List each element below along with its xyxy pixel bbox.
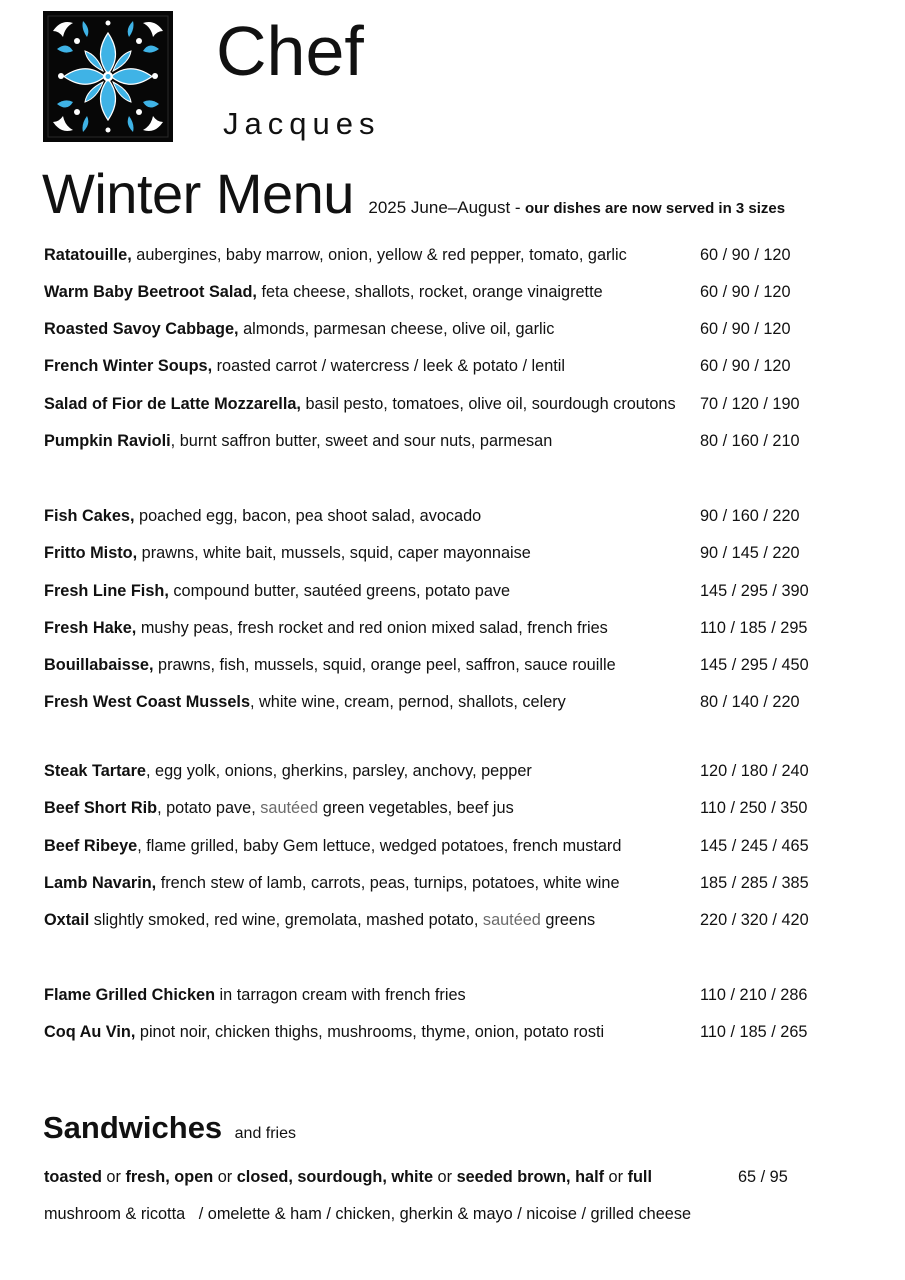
- menu-header: [42, 162, 785, 226]
- menu-item-name: Flame Grilled Chicken: [44, 986, 216, 1004]
- sandwich-option-connector: or: [213, 1168, 237, 1186]
- menu-item-description: in tarragon cream with french fries: [215, 986, 466, 1004]
- menu-item: [44, 760, 844, 782]
- menu-item: [44, 393, 844, 415]
- menu-item-price: 110 / 185 / 295: [700, 619, 808, 637]
- sandwich-option: fresh, open: [125, 1168, 214, 1186]
- menu-item: [44, 691, 844, 713]
- menu-item-description: roasted carrot / watercress / leek & potato / lentil: [212, 357, 566, 375]
- menu-item-description: green vegetables, beef jus: [318, 799, 514, 817]
- menu-item-name: Fresh Line Fish,: [44, 582, 169, 600]
- menu-item: [44, 617, 844, 639]
- menu-item-description: almonds, parmesan cheese, olive oil, garlic: [238, 320, 555, 338]
- menu-item-description: aubergines, baby marrow, onion, yellow & red pepper, tomato, garlic: [131, 246, 627, 264]
- menu-item-price: 60 / 90 / 120: [700, 283, 791, 301]
- menu-item-price: 110 / 185 / 265: [700, 1023, 808, 1041]
- sandwich-option-connector: or: [604, 1168, 628, 1186]
- menu-item-description-grey: sautéed: [260, 799, 319, 817]
- menu-item-description: slightly smoked, red wine, gremolata, mashed potato,: [89, 911, 483, 929]
- menu-item: [44, 318, 844, 340]
- menu-item-name: Coq Au Vin,: [44, 1023, 136, 1041]
- menu-item: [44, 355, 844, 377]
- menu-item-name: Fresh West Coast Mussels: [44, 693, 250, 711]
- menu-item-name: Lamb Navarin,: [44, 874, 157, 892]
- menu-item-description: , white wine, cream, pernod, shallots, celery: [250, 693, 566, 711]
- menu-item-price: 80 / 140 / 220: [700, 693, 800, 711]
- menu-item-name: Oxtail: [44, 911, 90, 929]
- menu-item-name: Roasted Savoy Cabbage,: [44, 320, 239, 338]
- menu-item-price: 110 / 210 / 286: [700, 986, 808, 1004]
- menu-title: Winter Menu: [42, 162, 354, 225]
- menu-item-description: pinot noir, chicken thighs, mushrooms, thyme, onion, potato rosti: [135, 1023, 605, 1041]
- menu-item-name: Steak Tartare: [44, 762, 146, 780]
- menu-item-price: 145 / 245 / 465: [700, 837, 809, 855]
- menu-item: [44, 909, 844, 931]
- sandwich-option-connector: or: [101, 1168, 126, 1186]
- brand-name-jacques: Jacques: [223, 106, 381, 141]
- menu-item: [44, 797, 844, 819]
- menu-item-description: feta cheese, shallots, rocket, orange vinaigrette: [256, 283, 603, 301]
- menu-item-price: 60 / 90 / 120: [700, 320, 791, 338]
- menu-item-description: prawns, fish, mussels, squid, orange peel, saffron, sauce rouille: [153, 656, 616, 674]
- menu-item-description: , flame grilled, baby Gem lettuce, wedged potatoes, french mustard: [137, 837, 622, 855]
- sandwich-price: 65 / 95: [738, 1168, 788, 1186]
- menu-item-description: poached egg, bacon, pea shoot salad, avocado: [134, 507, 482, 525]
- menu-item: [44, 872, 844, 894]
- menu-dates: 2025 June–August -: [368, 198, 521, 217]
- menu-item-price: 70 / 120 / 190: [700, 395, 800, 413]
- menu-item-description-grey: sautéed: [482, 911, 541, 929]
- sandwich-options: [44, 1166, 652, 1188]
- sandwich-option: closed, sourdough, white: [236, 1168, 434, 1186]
- menu-item-price: 60 / 90 / 120: [700, 246, 791, 264]
- brand-name-chef: Chef: [216, 12, 364, 90]
- menu-item-description: , burnt saffron butter, sweet and sour nuts, parmesan: [170, 432, 553, 450]
- sandwich-heading: [43, 1108, 296, 1148]
- sandwich-option: full: [627, 1168, 652, 1186]
- sandwich-subtitle: and fries: [234, 1125, 297, 1142]
- menu-item: [44, 654, 844, 676]
- menu-item-name: Ratatouille,: [44, 246, 132, 264]
- menu-item-price: 185 / 285 / 385: [700, 874, 809, 892]
- menu-item: [44, 1021, 844, 1043]
- sandwich-title: Sandwiches: [43, 1110, 223, 1145]
- menu-item: [44, 505, 844, 527]
- menu-item: [44, 580, 844, 602]
- menu-item-price: 145 / 295 / 390: [700, 582, 809, 600]
- menu-item: [44, 430, 844, 452]
- menu-item-description: greens: [540, 911, 596, 929]
- menu-item-name: Fish Cakes,: [44, 507, 135, 525]
- menu-item-price: 220 / 320 / 420: [700, 911, 809, 929]
- menu-item-name: Fritto Misto,: [44, 544, 138, 562]
- menu-item-price: 80 / 160 / 210: [700, 432, 800, 450]
- menu-item: [44, 542, 844, 564]
- menu-item: [44, 984, 844, 1006]
- menu-item-name: Warm Baby Beetroot Salad,: [44, 283, 257, 301]
- menu-item-description: compound butter, sautéed greens, potato pave: [168, 582, 511, 600]
- menu-item: [44, 244, 844, 266]
- menu-item-name: French Winter Soups,: [44, 357, 213, 375]
- menu-item-price: 145 / 295 / 450: [700, 656, 809, 674]
- menu-item-name: Pumpkin Ravioli: [44, 432, 171, 450]
- menu-item-description: , potato pave,: [157, 799, 261, 817]
- sandwich-option-connector: or: [433, 1168, 457, 1186]
- menu-item: [44, 835, 844, 857]
- menu-item-price: 90 / 160 / 220: [700, 507, 800, 525]
- menu-size-note: our dishes are now served in 3 sizes: [525, 200, 786, 217]
- menu-item-description: , egg yolk, onions, gherkins, parsley, anchovy, pepper: [145, 762, 532, 780]
- menu-item-description: basil pesto, tomatoes, olive oil, sourdough croutons: [300, 395, 676, 413]
- menu-item-name: Salad of Fior de Latte Mozzarella,: [44, 395, 301, 413]
- sandwich-option: seeded brown, half: [456, 1168, 605, 1186]
- menu-item-name: Beef Ribeye: [44, 837, 138, 855]
- logo-tile-icon: [43, 11, 173, 142]
- sandwich-fillings: mushroom & ricotta / omelette & ham / chicken, gherkin & mayo / nicoise / grilled cheese: [44, 1205, 692, 1223]
- menu-item-name: Beef Short Rib: [44, 799, 158, 817]
- menu-item: [44, 281, 844, 303]
- menu-item-price: 120 / 180 / 240: [700, 762, 809, 780]
- menu-item-price: 90 / 145 / 220: [700, 544, 800, 562]
- menu-item-description: prawns, white bait, mussels, squid, caper mayonnaise: [137, 544, 531, 562]
- menu-item-description: french stew of lamb, carrots, peas, turnips, potatoes, white wine: [156, 874, 620, 892]
- menu-item-name: Fresh Hake,: [44, 619, 137, 637]
- menu-item-description: mushy peas, fresh rocket and red onion mixed salad, french fries: [136, 619, 608, 637]
- menu-item-price: 110 / 250 / 350: [700, 799, 808, 817]
- menu-item-price: 60 / 90 / 120: [700, 357, 791, 375]
- sandwich-option: toasted: [44, 1168, 102, 1186]
- menu-item-name: Bouillabaisse,: [44, 656, 154, 674]
